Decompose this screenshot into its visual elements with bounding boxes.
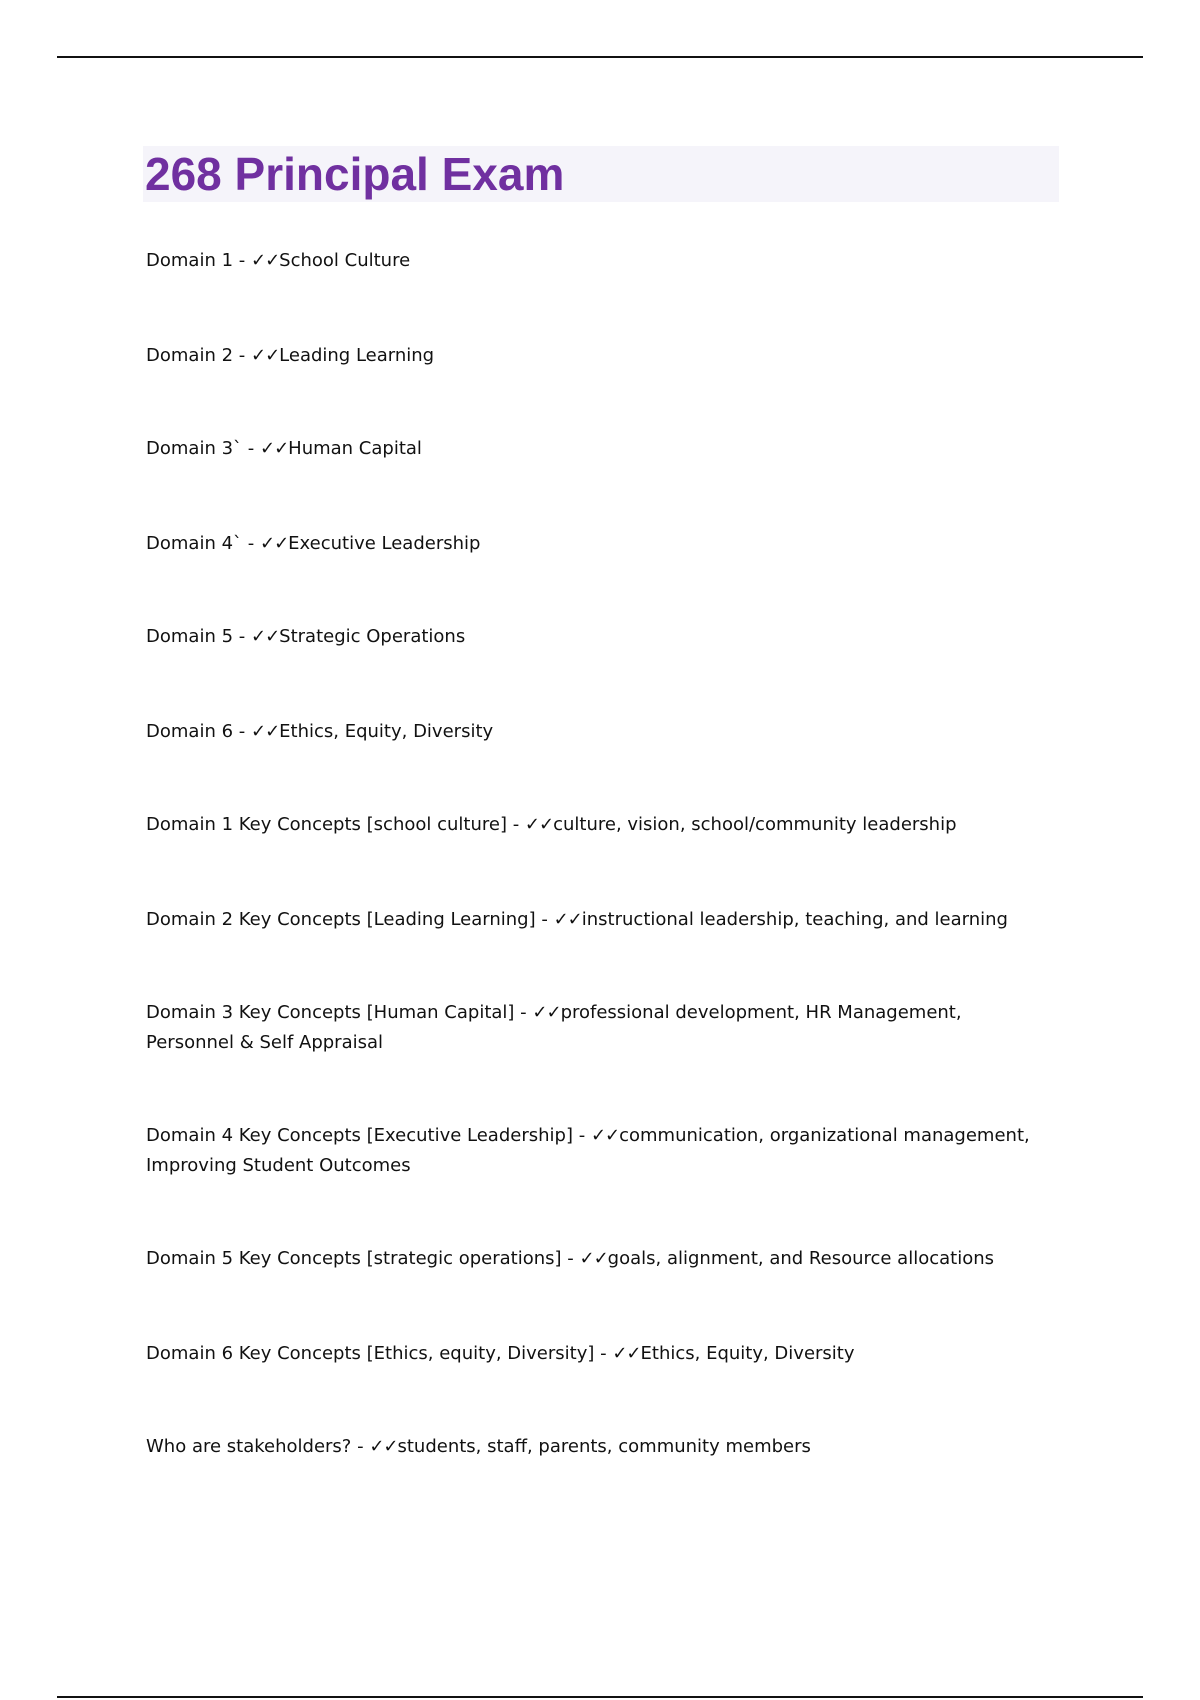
- entry-term: Domain 4 Key Concepts [Executive Leadership] -: [146, 1125, 586, 1146]
- double-check-icon: ✓✓: [259, 533, 289, 554]
- entry-answer: Ethics, Equity, Diversity: [640, 1343, 855, 1364]
- flashcard-entry: [146, 622, 1046, 652]
- double-check-icon: ✓✓: [250, 721, 280, 742]
- entry-term: Domain 4` -: [146, 533, 255, 554]
- entry-term: Domain 1 -: [146, 250, 246, 271]
- flashcard-entry: [146, 998, 1046, 1058]
- entry-term: Domain 3` -: [146, 438, 255, 459]
- double-check-icon: ✓✓: [553, 909, 582, 930]
- flashcard-entry: [146, 810, 1046, 840]
- entry-answer: goals, alignment, and Resource allocations: [607, 1248, 995, 1269]
- flashcard-entry: [146, 1432, 1046, 1462]
- flashcard-entry: [146, 905, 1046, 935]
- double-check-icon: ✓✓: [259, 438, 289, 459]
- double-check-icon: ✓✓: [250, 626, 280, 647]
- double-check-icon: ✓✓: [369, 1436, 398, 1457]
- entry-term: Domain 3 Key Concepts [Human Capital] -: [146, 1002, 527, 1023]
- entry-answer: Human Capital: [288, 438, 422, 459]
- entry-answer: School Culture: [279, 250, 411, 271]
- flashcard-entry: [146, 1339, 1046, 1369]
- flashcard-entry: [146, 341, 1046, 371]
- entry-answer: Strategic Operations: [279, 626, 466, 647]
- entry-term: Domain 6 -: [146, 721, 246, 742]
- flashcard-entry: [146, 1121, 1046, 1181]
- bottom-rule: [57, 1696, 1143, 1698]
- double-check-icon: ✓✓: [532, 1002, 561, 1023]
- entry-term: Domain 6 Key Concepts [Ethics, equity, Diversity] -: [146, 1343, 607, 1364]
- double-check-icon: ✓✓: [250, 250, 280, 271]
- entry-answer: students, staff, parents, community members: [397, 1436, 811, 1457]
- entry-term: Domain 2 Key Concepts [Leading Learning] -: [146, 909, 548, 930]
- page-title: 268 Principal Exam: [145, 148, 565, 200]
- flashcard-entry: [146, 529, 1046, 559]
- flashcard-entry: [146, 246, 1046, 276]
- double-check-icon: ✓✓: [612, 1343, 641, 1364]
- double-check-icon: ✓✓: [524, 814, 554, 835]
- entry-answer: Leading Learning: [279, 345, 435, 366]
- entry-term: Domain 1 Key Concepts [school culture] -: [146, 814, 520, 835]
- flashcard-entry: [146, 717, 1046, 747]
- entry-answer: Ethics, Equity, Diversity: [279, 721, 494, 742]
- entry-term: Who are stakeholders? -: [146, 1436, 364, 1457]
- double-check-icon: ✓✓: [590, 1125, 620, 1146]
- flashcard-entry: [146, 434, 1046, 464]
- double-check-icon: ✓✓: [579, 1248, 608, 1269]
- entry-term: Domain 5 Key Concepts [strategic operations] -: [146, 1248, 574, 1269]
- entry-answer: instructional leadership, teaching, and learning: [581, 909, 1008, 930]
- entry-term: Domain 5 -: [146, 626, 246, 647]
- entry-answer: professional development, HR Management, Personnel & Self Appraisal: [146, 1002, 962, 1053]
- entry-answer: Executive Leadership: [288, 533, 481, 554]
- flashcard-entry: [146, 1244, 1046, 1274]
- entry-answer: communication, organizational management, Improving Student Outcomes: [146, 1125, 1030, 1176]
- entry-answer: culture, vision, school/community leadership: [553, 814, 957, 835]
- entry-term: Domain 2 -: [146, 345, 246, 366]
- double-check-icon: ✓✓: [250, 345, 280, 366]
